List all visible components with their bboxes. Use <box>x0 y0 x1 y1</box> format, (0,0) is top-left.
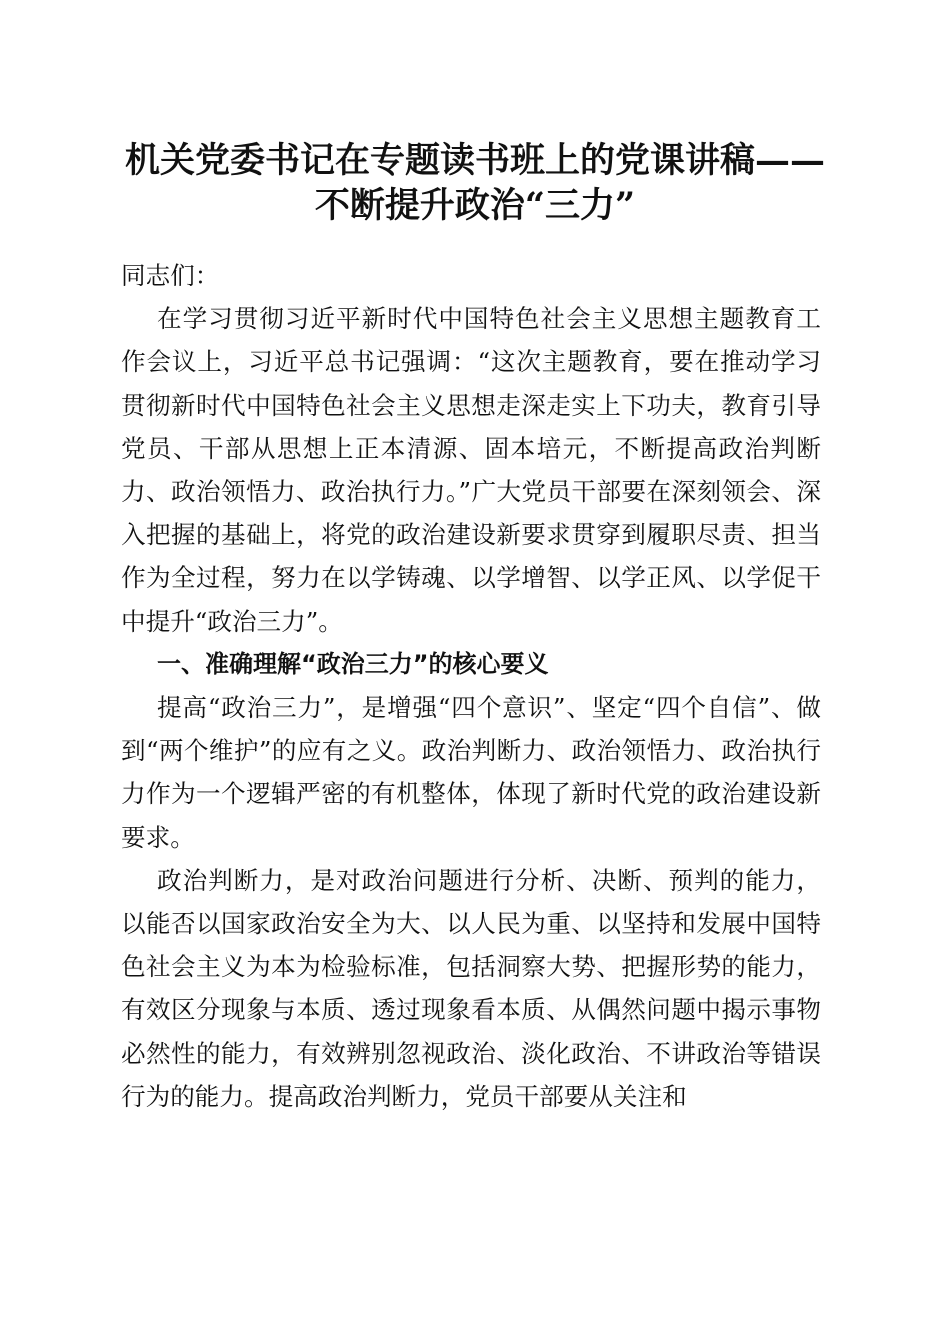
title-line-1: 机关党委书记在专题读书班上的党课讲稿—— <box>124 140 825 181</box>
document-title <box>60 138 890 228</box>
paragraph-intro: 在学习贯彻习近平新时代中国特色社会主义思想主题教育工作会议上，习近平总书记强调：“这次主题教育，要在推动学习贯彻新时代中国特色社会主义思想走深走实上下功夫，教育引导党员、干部从思想上正本清源、固本培元，不断提高政治判断力、政治领悟力、政治执行力。”广大党员干部要在深刻领会、深入把握的基础上，将党的政治建设新要求贯穿到履职尽责、担当作为全过程，努力在以学铸魂、以学增智、以学正风、以学促干中提升“政治三力”。 <box>121 304 821 636</box>
title-line-2: 不断提升政治“三力” <box>314 185 636 226</box>
paragraph-political-judgment: 政治判断力，是对政治问题进行分析、决断、预判的能力，以能否以国家政治安全为大、以人民为重、以坚持和发展中国特色社会主义为本为检验标准，包括洞察大势、把握形势的能力，有效区分现象与本质、透过现象看本质、从偶然问题中揭示事物必然性的能力，有效辨别忽视政治、淡化政治、不讲政治等错误行为的能力。提高政治判断力，党员干部要从关注和 <box>121 865 821 1111</box>
salutation: 同志们： <box>121 261 220 290</box>
paragraph-core-meaning: 提高“政治三力”，是增强“四个意识”、坚定“四个自信”、做到“两个维护”的应有之义。政治判断力、政治领悟力、政治执行力作为一个逻辑严密的有机整体，体现了新时代党的政治建设新要求。 <box>121 693 821 852</box>
document-body <box>121 254 821 1118</box>
section-heading-1: 一、准确理解“政治三力”的核心要义 <box>157 649 549 678</box>
